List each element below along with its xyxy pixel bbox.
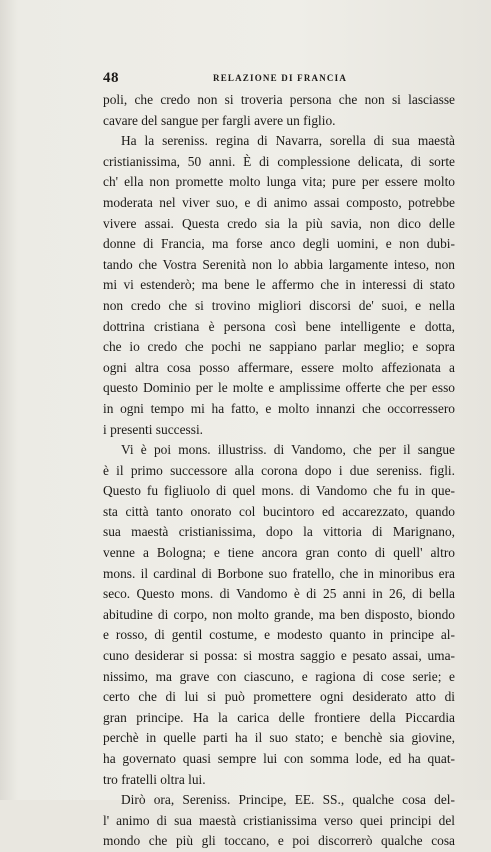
text-line: è il primo successore alla corona dopo i due sereniss. figli. — [103, 462, 455, 478]
text-line: ogni altra cosa posso affermare, essere molto affezionata a — [103, 359, 455, 375]
text-line: ha governato quasi sempre lui con somma lode, ed ha quat- — [103, 751, 455, 766]
text-line: tro fratelli oltra lui. — [103, 771, 206, 787]
text-line: Questo fu figliuolo di quel mons. di Vandomo che fu in que- — [103, 483, 455, 499]
text-line: in ogni tempo mi ha fatto, e molto innanzi che occorressero — [103, 400, 455, 416]
text-line: certo che di lui si può promettere ogni desiderato atto di — [103, 689, 455, 705]
text-line: moderata nel viver suo, e di animo assai composto, potrebbe — [103, 194, 455, 210]
text-line: Dirò ora, Sereniss. Principe, EE. SS., qualche cosa del- — [121, 792, 455, 808]
text-line: Vi è poi mons. illustriss. di Vandomo, che per il sangue — [121, 442, 455, 458]
text-line: abitudine di corpo, non molto grande, ma ben disposto, biondo — [103, 606, 455, 622]
text-line: seco. Questo mons. di Vandomo è di 25 anni in 26, di bella — [103, 586, 455, 602]
text-line: l' animo di sua maestà cristianissima verso quei principi del — [103, 812, 455, 828]
text-line: mi vi estenderò; ma bene le affermo che in interessi di stato — [103, 277, 455, 293]
text-line: perchè in quelle parti ha il suo stato; e benchè sia giovine, — [103, 730, 455, 746]
text-line: che io credo che pochi ne sappiano parlar meglio; e sopra — [103, 339, 455, 355]
text-line: sua maestà cristianissima, dopo la vittoria di Marignano, — [103, 524, 455, 540]
text-line: donne di Francia, ma forse anco degli uomini, e non dubi- — [103, 236, 455, 252]
text-line: tando che Vostra Serenità non lo abbia largamente inteso, non — [103, 256, 455, 272]
text-line: cuno desiderar si possa: si mostra saggio e pesato assai, uma- — [103, 648, 455, 664]
text-line: venne a Bologna; e tiene ancora gran conto di quell' altro — [103, 545, 455, 561]
text-line: vivere assai. Questa credo sia la più savia, non dico delle — [103, 215, 455, 231]
text-line: sta città tanto onorato col bucintoro ed accarezzato, quando — [103, 503, 455, 519]
text-line: cavare del sangue per fargli avere un figlio. — [103, 112, 336, 128]
text-line: gran principe. Ha la carica delle frontiere della Piccardia — [103, 709, 455, 725]
page-number: 48 — [103, 70, 119, 86]
text-line: i presenti successi. — [103, 421, 204, 437]
running-head: RELAZIONE DI FRANCIA — [213, 73, 348, 83]
text-line: nissimo, ma grave con ciascuno, e ragiona di cose serie; e — [103, 668, 455, 684]
text-line: questo Dominio per le molte e amplissime offerte che per esso — [103, 380, 455, 396]
text-line: cristianissima, 50 anni. È di complessione delicata, di sorte — [103, 153, 455, 169]
body-text — [103, 90, 455, 852]
text-line: mondo che più gli toccano, e poi discorrerò qualche cosa — [103, 833, 455, 849]
page-header — [103, 70, 455, 86]
text-line: e rosso, di gentil costume, e modesto quanto in principe al- — [103, 627, 455, 643]
text-line: non credo che si trovino migliori discorsi de' suoi, e nella — [103, 297, 455, 313]
text-line: ch' ella non promette molto lunga vita; pure per essere molto — [103, 174, 455, 190]
text-line: dottrina cristiana è persona così bene intelligente e dotta, — [103, 318, 455, 334]
text-line: Ha la sereniss. regina di Navarra, sorella di sua maestà — [121, 133, 455, 149]
text-line: poli, che credo non si troveria persona che non si lasciasse — [103, 92, 455, 107]
text-line: mons. il cardinal di Borbone suo fratello, che in minoribus era — [103, 565, 455, 581]
